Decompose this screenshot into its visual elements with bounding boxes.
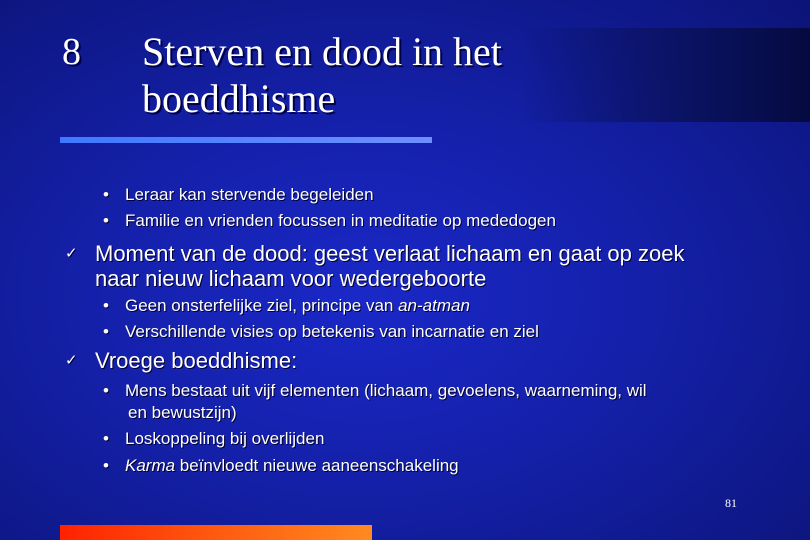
sub-bullet [103, 295, 470, 317]
bullet-icon: • [103, 456, 109, 475]
slide-number: 8 [62, 31, 81, 73]
checkmark-icon: ✓ [65, 244, 78, 262]
main-bullet-line-1: Moment van de dood: geest verlaat lichaam en gaat op zoek [95, 241, 685, 266]
bottom-accent-bar [60, 525, 372, 540]
main-bullet [65, 348, 775, 373]
sub-bullet-line-1: Mens bestaat uit vijf elementen (lichaam, gevoelens, waarneming, wil [125, 381, 647, 400]
bullet-icon: • [103, 211, 109, 230]
sub-bullet-line-2: en bewustzijn) [128, 403, 237, 422]
bullet-icon: • [103, 429, 109, 448]
sub-bullet [103, 184, 374, 206]
bullet-icon: • [103, 322, 109, 341]
slide-title-line-1: Sterven en dood in het [142, 29, 502, 74]
main-bullet-text: Vroege boeddhisme: [95, 348, 298, 373]
sub-bullet [103, 380, 743, 424]
slide-title-line-2: boeddhisme [142, 76, 336, 121]
bullet-icon: • [103, 185, 109, 204]
sub-bullet-text: Verschillende visies op betekenis van incarnatie en ziel [125, 322, 539, 341]
main-bullet [65, 241, 775, 291]
sub-bullet [103, 428, 324, 450]
sub-bullet-text: Familie en vrienden focussen in meditatie op mededogen [125, 211, 556, 230]
main-bullet-text [95, 241, 775, 291]
sub-bullet-italic-term: Karma [125, 456, 176, 475]
checkmark-icon: ✓ [65, 351, 78, 369]
sub-bullet-text: Leraar kan stervende begeleiden [125, 185, 374, 204]
main-bullet-line-2: naar nieuw lichaam voor wedergeboorte [95, 266, 487, 291]
sub-bullet [103, 455, 459, 477]
page-number: 81 [725, 496, 737, 510]
sub-bullet-text: Loskoppeling bij overlijden [125, 429, 325, 448]
sub-bullet-italic-term: an-atman [398, 296, 470, 315]
sub-bullet-text: beïnvloedt nieuwe aaneenschakeling [175, 456, 459, 475]
bullet-icon: • [103, 381, 109, 400]
sub-bullet [103, 210, 556, 232]
sub-bullet-text: Geen onsterfelijke ziel, principe van [125, 296, 399, 315]
sub-bullet [103, 321, 539, 343]
bullet-icon: • [103, 296, 109, 315]
